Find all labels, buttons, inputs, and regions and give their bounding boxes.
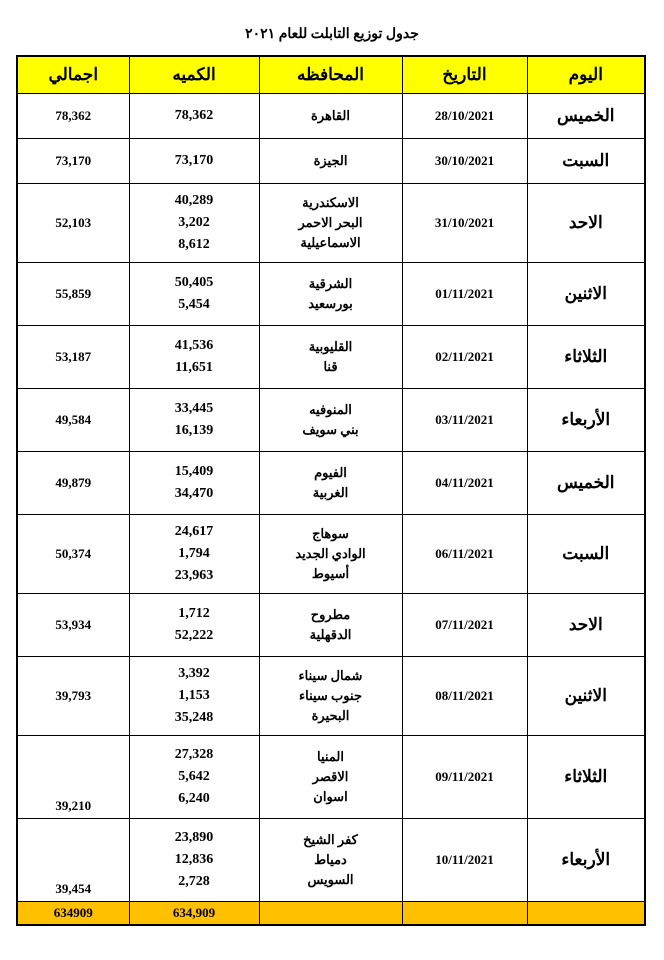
quantity-value: 34,470 <box>174 486 214 501</box>
cell-date: 30/10/2021 <box>402 139 527 184</box>
quantity-value: 8,612 <box>178 236 210 252</box>
header-row <box>17 56 645 94</box>
quantity-value: 16,139 <box>174 423 214 438</box>
quantity-list <box>130 263 259 325</box>
cell-day: السبت <box>527 139 645 184</box>
governorate-list <box>260 389 402 451</box>
quantity-list <box>130 819 259 901</box>
governorate-name: كفر الشيخ <box>303 831 358 847</box>
governorate-name: السويس <box>307 872 354 888</box>
cell-date: 06/11/2021 <box>402 515 527 594</box>
quantity-value: 23,890 <box>174 830 214 846</box>
quantity-value: 40,289 <box>174 193 214 209</box>
cell-total: 78,362 <box>17 94 129 139</box>
governorate-name: جنوب سيناء <box>299 687 362 703</box>
quantity-list <box>130 139 259 183</box>
quantity-value: 27,328 <box>174 747 214 763</box>
page-title: جدول توزيع التابلت للعام ٢٠٢١ <box>245 27 419 42</box>
governorate-name: الاقصر <box>312 768 349 784</box>
cell-day: الثلاثاء <box>527 736 645 819</box>
cell-quantities <box>129 452 259 515</box>
table-row <box>17 184 645 263</box>
governorate-name: دمياط <box>314 851 347 867</box>
column-header-quantity: الكميه <box>129 56 259 94</box>
governorate-list <box>260 326 402 388</box>
cell-date: 28/10/2021 <box>402 94 527 139</box>
governorate-list <box>260 263 402 325</box>
cell-date: 01/11/2021 <box>402 263 527 326</box>
footer-total-quantity: 634,909 <box>129 902 259 926</box>
cell-quantities <box>129 594 259 657</box>
governorate-name: الجيزة <box>313 152 348 168</box>
cell-total: 39,454 <box>17 819 129 902</box>
quantity-list <box>130 657 259 735</box>
cell-total: 49,584 <box>17 389 129 452</box>
table-body <box>17 94 645 902</box>
footer-grand-total: 634909 <box>17 902 129 926</box>
quantity-value: 24,617 <box>174 524 214 540</box>
quantity-list <box>130 452 259 514</box>
cell-date: 08/11/2021 <box>402 657 527 736</box>
quantity-value: 1,794 <box>178 546 210 562</box>
cell-day: الاحد <box>527 184 645 263</box>
table-row <box>17 94 645 139</box>
quantity-value: 11,651 <box>175 360 213 375</box>
table-row <box>17 594 645 657</box>
quantity-value: 5,454 <box>178 297 210 312</box>
governorate-name: الدقهلية <box>309 627 352 642</box>
cell-total: 49,879 <box>17 452 129 515</box>
quantity-value: 35,248 <box>174 709 214 725</box>
cell-date: 03/11/2021 <box>402 389 527 452</box>
cell-total: 39,210 <box>17 736 129 819</box>
column-header-day: اليوم <box>527 56 645 94</box>
cell-quantities <box>129 389 259 452</box>
cell-governorates <box>259 263 402 326</box>
cell-day: الخميس <box>527 452 645 515</box>
cell-day: السبت <box>527 515 645 594</box>
quantity-list <box>130 389 259 451</box>
quantity-value: 78,362 <box>174 108 214 124</box>
governorate-list <box>260 736 402 818</box>
governorate-name: الغربية <box>312 485 349 500</box>
table-footer <box>17 902 645 926</box>
cell-governorates <box>259 326 402 389</box>
quantity-value: 1,153 <box>178 688 210 704</box>
table-row <box>17 736 645 819</box>
cell-governorates <box>259 657 402 736</box>
cell-date: 10/11/2021 <box>402 819 527 902</box>
footer-empty-date <box>402 902 527 926</box>
governorate-list <box>260 94 402 138</box>
cell-quantities <box>129 184 259 263</box>
quantity-value: 1,712 <box>178 606 210 622</box>
quantity-list <box>130 94 259 138</box>
cell-governorates <box>259 594 402 657</box>
footer-row <box>17 902 645 926</box>
table-row <box>17 263 645 326</box>
governorate-name: الوادي الجديد <box>295 545 366 561</box>
table-row <box>17 139 645 184</box>
quantity-value: 15,409 <box>174 464 214 480</box>
distribution-table <box>16 55 646 926</box>
cell-day: الاحد <box>527 594 645 657</box>
column-header-date: التاريخ <box>402 56 527 94</box>
quantity-value: 2,728 <box>178 873 210 889</box>
cell-quantities <box>129 515 259 594</box>
cell-governorates <box>259 94 402 139</box>
governorate-list <box>260 594 402 656</box>
governorate-name: القليوبية <box>308 338 353 354</box>
governorate-list <box>260 515 402 593</box>
quantity-list <box>130 184 259 262</box>
cell-governorates <box>259 139 402 184</box>
cell-governorates <box>259 452 402 515</box>
cell-quantities <box>129 657 259 736</box>
quantity-value: 41,536 <box>174 338 214 354</box>
table-row <box>17 326 645 389</box>
cell-day: الخميس <box>527 94 645 139</box>
governorate-name: قنا <box>323 359 338 374</box>
table-header <box>17 56 645 94</box>
governorate-name: المنوفيه <box>309 401 352 417</box>
governorate-name: الاسكندرية <box>302 194 359 210</box>
cell-date: 07/11/2021 <box>402 594 527 657</box>
cell-governorates <box>259 736 402 819</box>
governorate-list <box>260 139 402 183</box>
cell-date: 31/10/2021 <box>402 184 527 263</box>
governorate-name: بني سويف <box>302 422 359 437</box>
cell-date: 02/11/2021 <box>402 326 527 389</box>
cell-date: 09/11/2021 <box>402 736 527 819</box>
footer-empty-governorate <box>259 902 402 926</box>
governorate-name: المنيا <box>317 748 344 764</box>
column-header-total: اجمالي <box>17 56 129 94</box>
cell-quantities <box>129 139 259 184</box>
governorate-name: سوهاج <box>312 525 349 541</box>
governorate-name: البحر الاحمر <box>298 214 363 230</box>
governorate-list <box>260 819 402 901</box>
quantity-value: 50,405 <box>174 275 214 291</box>
governorate-name: أسيوط <box>311 566 350 582</box>
quantity-value: 52,222 <box>174 628 214 643</box>
quantity-list <box>130 736 259 818</box>
cell-total: 55,859 <box>17 263 129 326</box>
cell-total: 50,374 <box>17 515 129 594</box>
cell-total: 53,187 <box>17 326 129 389</box>
quantity-value: 12,836 <box>174 852 214 868</box>
cell-total: 73,170 <box>17 139 129 184</box>
governorate-name: بورسعيد <box>308 296 353 311</box>
governorate-name: اسوان <box>313 789 348 805</box>
footer-empty-day <box>527 902 645 926</box>
quantity-value: 73,170 <box>174 153 214 169</box>
cell-date: 04/11/2021 <box>402 452 527 515</box>
cell-governorates <box>259 389 402 452</box>
quantity-value: 3,202 <box>178 215 210 231</box>
table-row <box>17 389 645 452</box>
governorate-name: البحيرة <box>311 708 350 724</box>
cell-day: الثلاثاء <box>527 326 645 389</box>
cell-day: الأربعاء <box>527 389 645 452</box>
quantity-value: 23,963 <box>174 567 214 583</box>
governorate-name: الشرقية <box>308 275 353 291</box>
quantity-value: 33,445 <box>174 401 214 417</box>
governorate-name: القاهرة <box>311 107 350 123</box>
governorate-name: شمال سيناء <box>298 667 363 683</box>
cell-day: الاثنين <box>527 263 645 326</box>
governorate-name: الفيوم <box>314 464 347 480</box>
table-row <box>17 452 645 515</box>
table-row <box>17 515 645 594</box>
cell-quantities <box>129 736 259 819</box>
quantity-value: 3,392 <box>178 666 210 682</box>
cell-total: 53,934 <box>17 594 129 657</box>
column-header-governorate: المحافظه <box>259 56 402 94</box>
cell-governorates <box>259 184 402 263</box>
cell-quantities <box>129 819 259 902</box>
quantity-value: 6,240 <box>178 790 210 806</box>
cell-quantities <box>129 326 259 389</box>
governorate-list <box>260 184 402 262</box>
cell-day: الاثنين <box>527 657 645 736</box>
governorate-list <box>260 452 402 514</box>
table-row <box>17 819 645 902</box>
cell-governorates <box>259 515 402 594</box>
quantity-value: 5,642 <box>178 769 210 785</box>
cell-total: 52,103 <box>17 184 129 263</box>
governorate-list <box>260 657 402 735</box>
table-row <box>17 657 645 736</box>
quantity-list <box>130 594 259 656</box>
cell-governorates <box>259 819 402 902</box>
cell-quantities <box>129 263 259 326</box>
quantity-list <box>130 515 259 593</box>
cell-day: الأربعاء <box>527 819 645 902</box>
cell-quantities <box>129 94 259 139</box>
governorate-name: الاسماعيلية <box>300 235 361 251</box>
governorate-name: مطروح <box>310 606 351 622</box>
quantity-list <box>130 326 259 388</box>
cell-total: 39,793 <box>17 657 129 736</box>
